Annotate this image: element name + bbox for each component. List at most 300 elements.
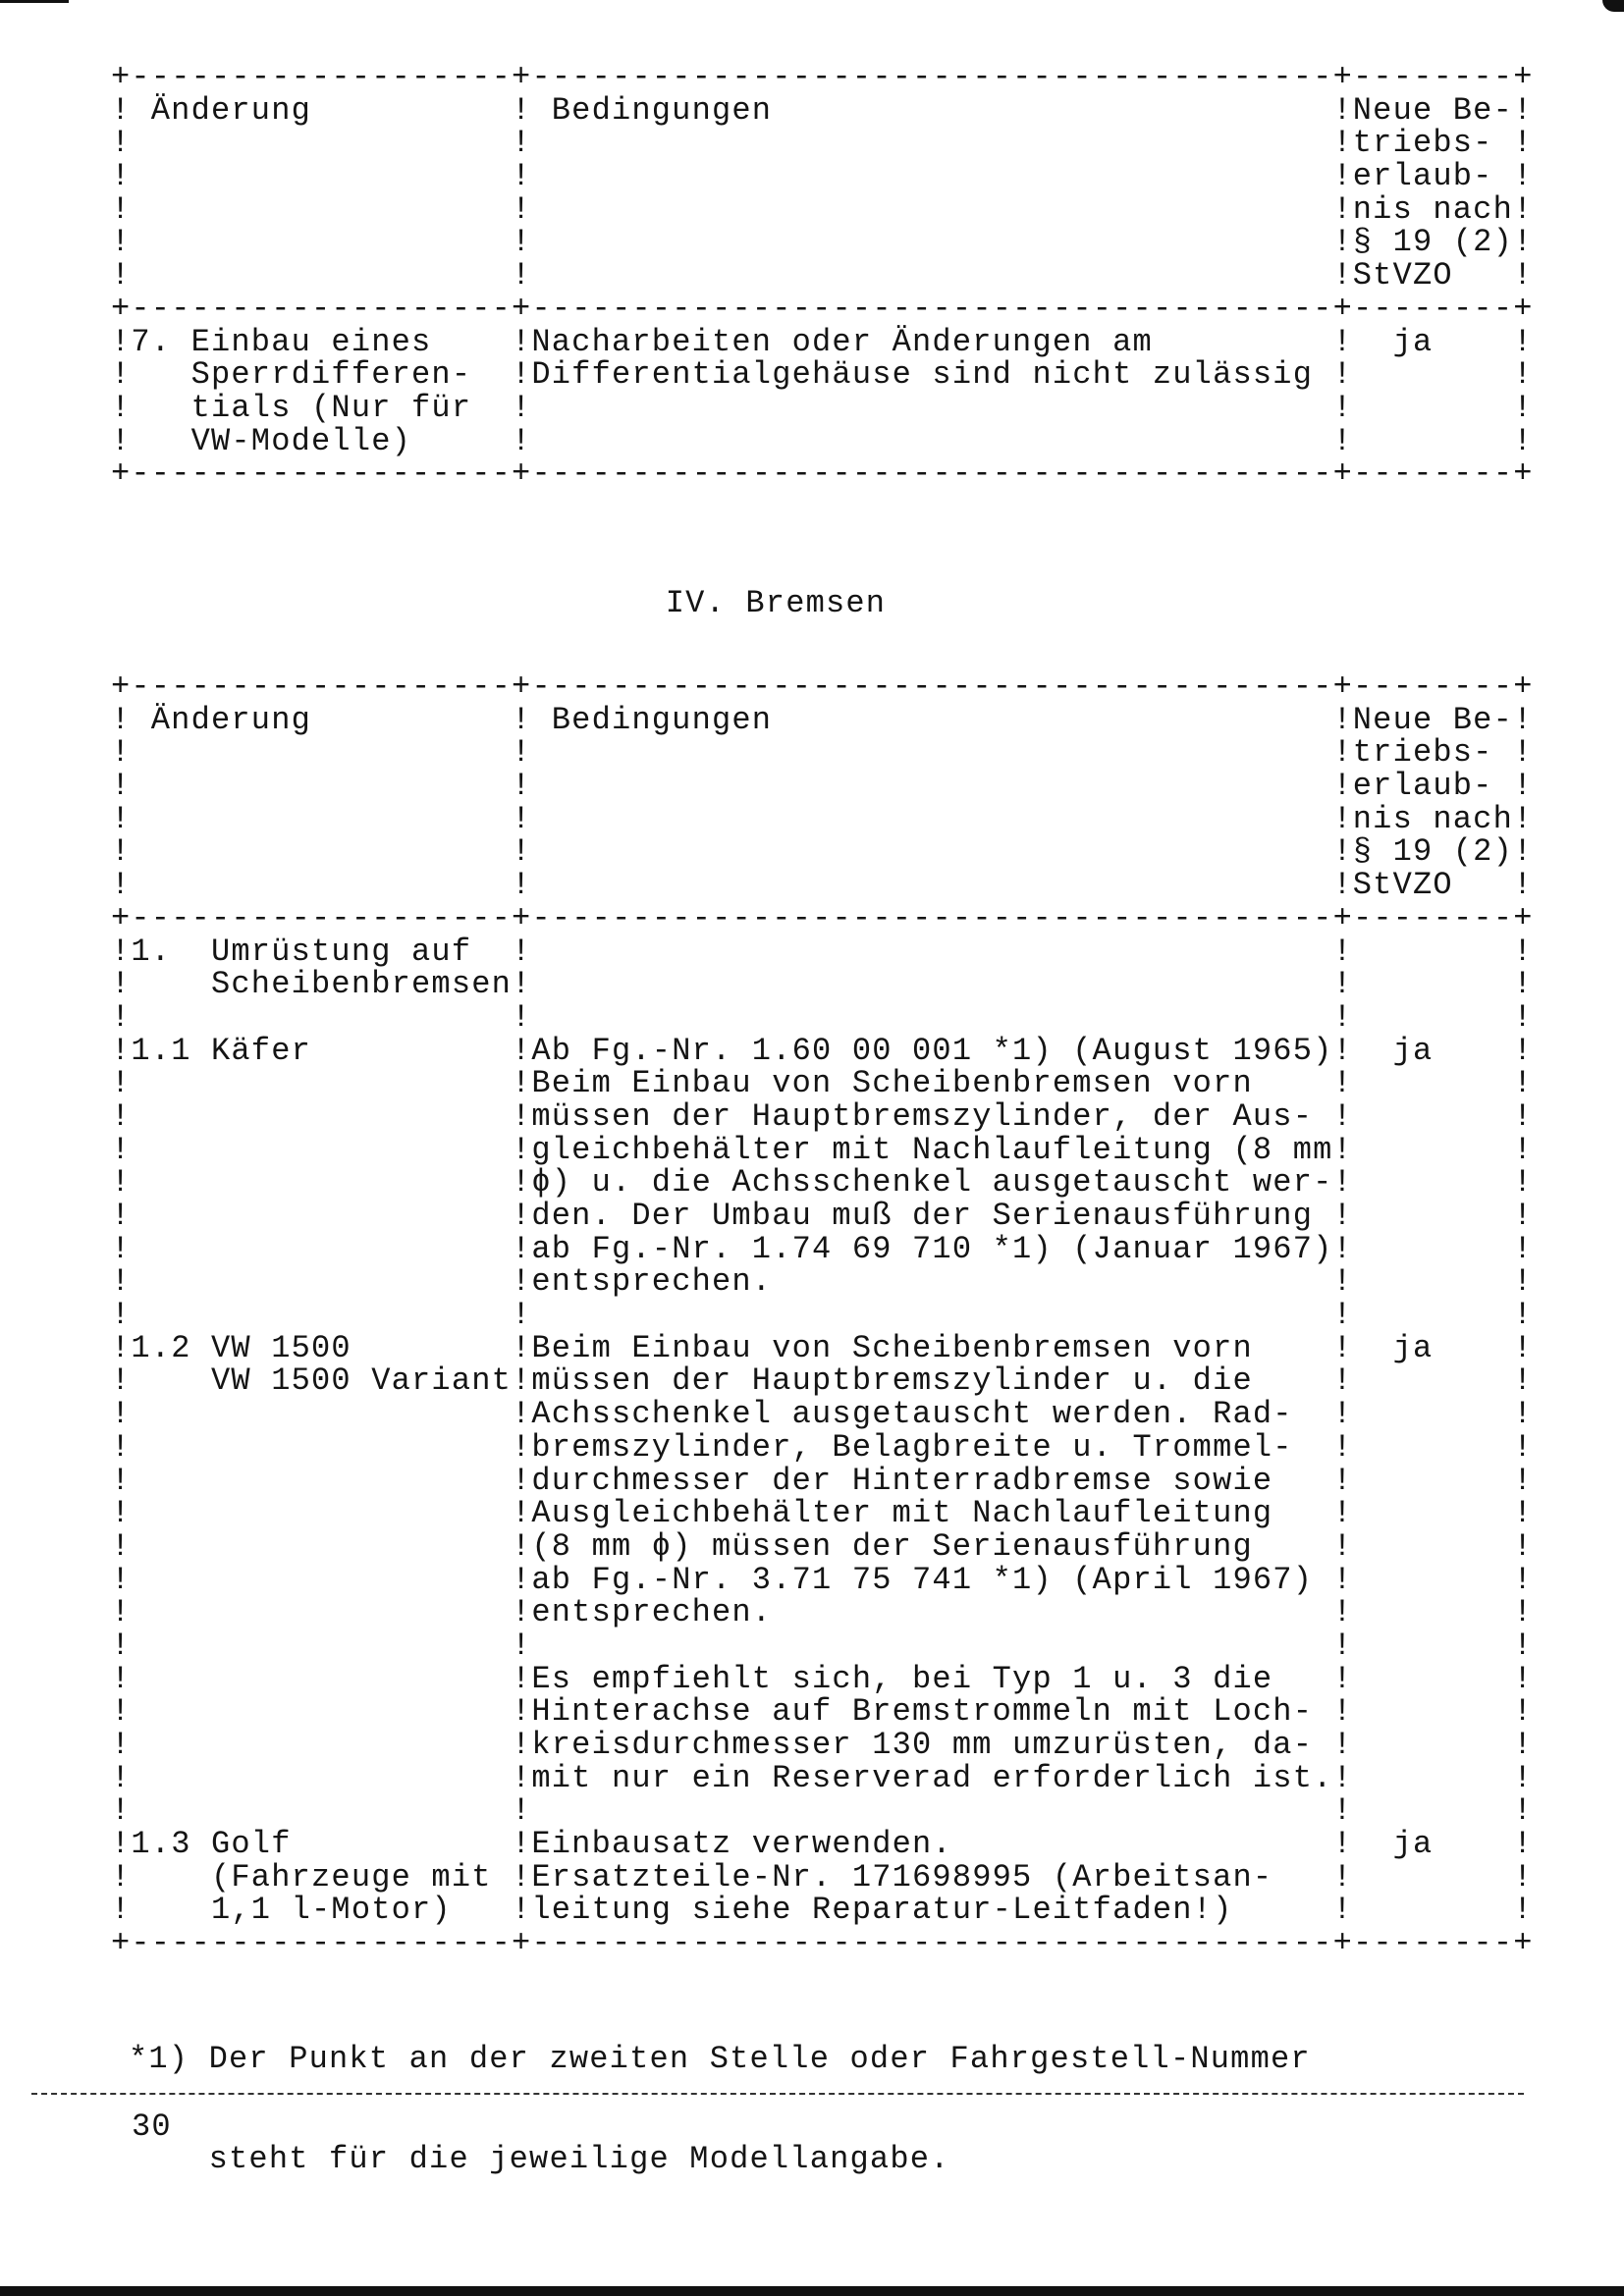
column-separator: !: [1332, 1097, 1353, 1135]
cell-aenderung: 1. Umrüstung auf: [131, 933, 472, 970]
cell-aenderung: [131, 1067, 512, 1100]
cell-aenderung: [131, 1596, 512, 1629]
column-separator: !: [511, 734, 532, 772]
column-separator: !: [511, 998, 532, 1036]
table-row-line: [111, 1695, 1534, 1729]
column-separator: !: [1332, 966, 1353, 1003]
column-separator: !: [1332, 1660, 1353, 1697]
column-separator: !: [511, 1428, 532, 1466]
cell-bedingungen: Nacharbeiten oder Änderungen am: [531, 323, 1153, 360]
cell-aenderung: [131, 1762, 512, 1795]
header-line: [111, 736, 1534, 770]
cell-bedingungen: Bedingungen: [551, 701, 773, 738]
column-separator: !: [1512, 1727, 1534, 1763]
cell-betriebserlaubnis: [1353, 358, 1513, 392]
cell-bedingungen: [531, 392, 1332, 425]
cell-betriebserlaubnis: [1353, 968, 1513, 1001]
column-separator: !: [511, 1329, 532, 1366]
cell-betriebserlaubnis: ja: [1352, 323, 1434, 360]
column-separator: !: [1512, 867, 1534, 904]
cell-aenderung: 1,1 l-Motor): [131, 1892, 452, 1929]
column-separator: !: [1512, 833, 1534, 871]
cell-bedingungen: Ausgleichbehälter mit Nachlaufleitung: [531, 1495, 1273, 1532]
column-separator: !: [511, 1164, 532, 1201]
header-line: [111, 770, 1534, 803]
column-separator: !: [1512, 1892, 1534, 1929]
cell-aenderung: Sperrdifferen-: [131, 356, 472, 394]
column-separator: !: [1332, 1826, 1353, 1863]
cell-betriebserlaubnis: [1353, 1861, 1513, 1895]
column-separator: !: [511, 1792, 532, 1830]
cell-aenderung: (Fahrzeuge mit: [131, 1858, 492, 1896]
column-separator: !: [1332, 389, 1353, 426]
column-separator: !: [1332, 833, 1353, 871]
table-row-line: [111, 422, 1534, 459]
header-line: [111, 701, 1534, 738]
cell-betriebserlaubnis: [1353, 392, 1513, 425]
column-separator: !: [511, 1097, 532, 1135]
cell-aenderung: [131, 160, 512, 193]
column-separator: !: [111, 1297, 132, 1334]
cell-bedingungen: [531, 226, 1332, 259]
cell-bedingungen: leitung siehe Reparatur-Leitfaden!): [531, 1892, 1233, 1929]
cell-aenderung: [131, 835, 512, 869]
column-separator: !: [111, 1826, 132, 1863]
column-separator: !: [1332, 91, 1353, 129]
cell-betriebserlaubnis: [1353, 1695, 1513, 1729]
cell-aenderung: [131, 226, 512, 259]
cell-betriebserlaubnis: [1353, 1398, 1513, 1431]
cell-betriebserlaubnis: [1353, 1729, 1513, 1762]
column-separator: !: [1512, 323, 1534, 360]
cell-betriebserlaubnis: nis nach: [1352, 190, 1513, 228]
cell-bedingungen: Es empfiehlt sich, bei Typ 1 u. 3 die: [531, 1660, 1273, 1697]
column-separator: !: [1332, 1428, 1353, 1466]
cell-bedingungen: [531, 160, 1332, 193]
cell-betriebserlaubnis: ja: [1352, 1329, 1434, 1366]
column-separator: !: [511, 1759, 532, 1796]
cell-betriebserlaubnis: [1353, 1364, 1513, 1398]
column-separator: !: [511, 768, 532, 805]
cell-betriebserlaubnis: [1353, 1596, 1513, 1629]
cell-betriebserlaubnis: [1353, 1166, 1513, 1200]
column-separator: !: [511, 1462, 532, 1499]
table-row-line: [111, 968, 1534, 1001]
column-separator: !: [111, 1792, 132, 1830]
cell-betriebserlaubnis: [1353, 425, 1513, 458]
cell-bedingungen: [531, 259, 1332, 293]
cell-aenderung: [131, 1663, 512, 1696]
cell-bedingungen: entsprechen.: [531, 1263, 773, 1301]
cell-aenderung: [131, 1166, 512, 1200]
column-separator: !: [1332, 1792, 1353, 1830]
cell-betriebserlaubnis: Neue Be-: [1352, 91, 1513, 129]
column-separator: !: [111, 422, 132, 459]
cell-betriebserlaubnis: [1353, 1794, 1513, 1828]
table-changes-brakes: [111, 670, 1534, 1960]
column-separator: !: [111, 1660, 132, 1697]
column-separator: !: [1332, 701, 1353, 738]
column-separator: !: [1512, 800, 1534, 837]
column-separator: !: [511, 1627, 532, 1664]
cell-bedingungen: gleichbehälter mit Nachlaufleitung (8 mm: [531, 1131, 1333, 1168]
table-row-line: [111, 1398, 1534, 1431]
column-separator: !: [1512, 1164, 1534, 1201]
column-separator: !: [511, 257, 532, 294]
cell-bedingungen: müssen der Hauptbremszylinder, der Aus-: [531, 1097, 1314, 1135]
cell-aenderung: [131, 1465, 512, 1498]
cell-betriebserlaubnis: [1353, 1134, 1513, 1167]
cell-aenderung: [131, 127, 512, 160]
page-divider: [31, 2093, 1524, 2095]
column-separator: !: [111, 1362, 132, 1400]
column-separator: !: [1332, 800, 1353, 837]
cell-betriebserlaubnis: § 19 (2): [1352, 833, 1513, 871]
cell-aenderung: [131, 259, 512, 293]
column-separator: !: [111, 1495, 132, 1532]
table-row-line: [111, 1428, 1534, 1466]
column-separator: !: [511, 1527, 532, 1565]
table-row-line: [111, 1364, 1534, 1398]
column-separator: !: [511, 833, 532, 871]
column-separator: !: [1512, 1627, 1534, 1664]
column-separator: !: [1512, 389, 1534, 426]
table-border: +-------------------+----------------------------------------+--------+: [111, 455, 1534, 493]
column-separator: !: [111, 323, 132, 360]
cell-aenderung: 1.2 VW 1500: [131, 1329, 352, 1366]
table-row-line: [111, 1462, 1534, 1499]
column-separator: !: [111, 1727, 132, 1763]
column-separator: !: [1512, 1263, 1534, 1301]
column-separator: !: [1512, 224, 1534, 261]
column-separator: !: [1332, 1032, 1353, 1069]
column-separator: !: [511, 389, 532, 426]
cell-bedingungen: entsprechen.: [531, 1594, 773, 1631]
column-separator: !: [511, 1561, 532, 1598]
table-row-line: [111, 323, 1534, 360]
column-separator: !: [1332, 422, 1353, 459]
cell-bedingungen: kreisdurchmesser 130 mm umzurüsten, da-: [531, 1727, 1314, 1763]
column-separator: !: [1332, 1297, 1353, 1334]
column-separator: !: [1332, 323, 1353, 360]
table-row-line: [111, 1828, 1534, 1861]
column-separator: !: [1332, 158, 1353, 195]
column-separator: !: [1512, 1097, 1534, 1135]
cell-bedingungen: [531, 1299, 1332, 1332]
column-separator: !: [1512, 125, 1534, 162]
cell-aenderung: [131, 1200, 512, 1233]
cell-betriebserlaubnis: [1353, 1200, 1513, 1233]
column-separator: !: [1512, 1428, 1534, 1466]
column-separator: !: [1512, 701, 1534, 738]
column-separator: !: [1332, 1858, 1353, 1896]
column-separator: !: [1512, 1693, 1534, 1731]
cell-bedingungen: (8 mm ϕ) müssen der Serienausführung: [531, 1527, 1253, 1565]
column-separator: !: [1512, 1462, 1534, 1499]
cell-bedingungen: Bedingungen: [551, 91, 773, 129]
column-separator: !: [511, 1693, 532, 1731]
column-separator: !: [1512, 933, 1534, 970]
column-separator: !: [1332, 734, 1353, 772]
cell-betriebserlaubnis: [1353, 1465, 1513, 1498]
cell-bedingungen: Ab Fg.-Nr. 1.60 00 001 *1) (August 1965): [531, 1032, 1333, 1069]
column-separator: !: [111, 800, 132, 837]
table-row-line: [111, 358, 1534, 392]
cell-aenderung: Änderung: [150, 701, 312, 738]
cell-betriebserlaubnis: erlaub-: [1352, 158, 1493, 195]
column-separator: !: [1332, 190, 1353, 228]
column-separator: !: [1512, 1065, 1534, 1102]
header-line: [111, 190, 1534, 228]
header-line: [111, 800, 1534, 837]
cell-aenderung: [131, 770, 512, 803]
column-separator: !: [111, 356, 132, 394]
column-separator: !: [1332, 1495, 1353, 1532]
column-separator: !: [511, 125, 532, 162]
cell-betriebserlaubnis: [1353, 1564, 1513, 1597]
column-separator: !: [1512, 1759, 1534, 1796]
table-row-line: [111, 1858, 1534, 1896]
cell-aenderung: [131, 193, 512, 227]
header-line: [111, 835, 1534, 869]
column-separator: !: [111, 1131, 132, 1168]
column-separator: !: [1512, 734, 1534, 772]
table-row-line: [111, 389, 1534, 426]
table-border: +-------------------+----------------------------------------+--------+: [111, 59, 1534, 95]
column-separator: !: [111, 125, 132, 162]
cell-bedingungen: Achsschenkel ausgetauscht werden. Rad-: [531, 1396, 1293, 1433]
column-separator: !: [1512, 1594, 1534, 1631]
header-line: [111, 259, 1534, 293]
column-separator: !: [511, 224, 532, 261]
cell-bedingungen: [531, 193, 1332, 227]
column-separator: !: [1332, 1627, 1353, 1664]
page-number: 30: [132, 2109, 172, 2145]
table-row-line: [111, 1329, 1534, 1366]
cell-betriebserlaubnis: [1353, 1530, 1513, 1564]
column-separator: !: [1512, 257, 1534, 294]
column-separator: !: [1332, 257, 1353, 294]
column-separator: !: [111, 1462, 132, 1499]
column-separator: !: [111, 1892, 132, 1929]
table-changes-differential: [111, 61, 1534, 491]
table-row-line: [111, 1561, 1534, 1598]
table-row-line: [111, 998, 1534, 1036]
cell-aenderung: Änderung: [150, 91, 312, 129]
column-separator: !: [111, 701, 132, 738]
cell-betriebserlaubnis: triebs-: [1352, 734, 1493, 772]
column-separator: !: [1332, 1462, 1353, 1499]
table-row-line: [111, 1729, 1534, 1762]
column-separator: !: [1512, 1660, 1534, 1697]
column-separator: !: [1332, 1396, 1353, 1433]
cell-aenderung: [131, 1729, 512, 1762]
cell-betriebserlaubnis: [1353, 1497, 1513, 1530]
column-separator: !: [111, 1428, 132, 1466]
column-separator: !: [111, 1198, 132, 1234]
cell-aenderung: [131, 869, 512, 902]
cell-betriebserlaubnis: Neue Be-: [1352, 701, 1513, 738]
cell-aenderung: 1.3 Golf: [131, 1826, 292, 1863]
cell-bedingungen: [531, 803, 1332, 836]
column-separator: !: [1512, 190, 1534, 228]
cell-aenderung: [131, 1794, 512, 1828]
cell-aenderung: [131, 1530, 512, 1564]
column-separator: !: [511, 1131, 532, 1168]
cell-bedingungen: Beim Einbau von Scheibenbremsen vorn: [531, 1329, 1253, 1366]
cell-betriebserlaubnis: [1353, 1265, 1513, 1299]
column-separator: !: [1512, 1131, 1534, 1168]
column-separator: !: [111, 1627, 132, 1664]
cell-bedingungen: ab Fg.-Nr. 3.71 75 741 *1) (April 1967): [531, 1561, 1314, 1598]
cell-aenderung: 7. Einbau eines: [131, 323, 432, 360]
cell-aenderung: [131, 1100, 512, 1134]
header-line: [111, 226, 1534, 259]
column-separator: !: [1512, 1561, 1534, 1598]
column-separator: !: [111, 91, 132, 129]
cell-aenderung: Scheibenbremsen: [131, 966, 513, 1003]
column-separator: !: [511, 1230, 532, 1267]
column-separator: !: [511, 323, 532, 360]
cell-betriebserlaubnis: [1353, 1001, 1513, 1035]
cell-aenderung: [131, 1233, 512, 1266]
column-separator: !: [1512, 91, 1534, 129]
cell-bedingungen: [531, 1001, 1332, 1035]
column-separator: !: [511, 1495, 532, 1532]
column-separator: !: [511, 1297, 532, 1334]
table-row-line: [111, 1032, 1534, 1069]
cell-bedingungen: [531, 736, 1332, 770]
column-separator: !: [1332, 1065, 1353, 1102]
cell-bedingungen: Einbausatz verwenden.: [531, 1826, 952, 1863]
column-separator: !: [511, 190, 532, 228]
table-row-line: [111, 1131, 1534, 1168]
cell-bedingungen: [531, 968, 1332, 1001]
cell-betriebserlaubnis: nis nach: [1352, 800, 1513, 837]
column-separator: !: [1512, 1329, 1534, 1366]
table-border: +-------------------+----------------------------------------+--------+: [111, 899, 1534, 936]
column-separator: !: [1332, 1164, 1353, 1201]
cell-betriebserlaubnis: [1353, 1762, 1513, 1795]
column-separator: !: [111, 1032, 132, 1069]
cell-betriebserlaubnis: [1353, 1431, 1513, 1465]
cell-aenderung: tials (Nur für: [131, 389, 472, 426]
column-separator: !: [511, 1198, 532, 1234]
column-separator: !: [1512, 1495, 1534, 1532]
cell-betriebserlaubnis: ja: [1352, 1826, 1434, 1863]
cell-bedingungen: [531, 1629, 1332, 1663]
column-separator: !: [111, 768, 132, 805]
table-row-line: [111, 1166, 1534, 1200]
table-border: +-------------------+----------------------------------------+--------+: [111, 290, 1534, 327]
table-row-line: [111, 1759, 1534, 1796]
column-separator: !: [111, 833, 132, 871]
table-row-line: [111, 1067, 1534, 1100]
column-separator: !: [511, 933, 532, 970]
cell-betriebserlaubnis: [1353, 1100, 1513, 1134]
table-row-line: [111, 1894, 1534, 1927]
column-separator: !: [1332, 1263, 1353, 1301]
column-separator: !: [511, 1727, 532, 1763]
column-separator: !: [111, 1759, 132, 1796]
column-separator: !: [511, 1362, 532, 1400]
table-row-line: [111, 1265, 1534, 1299]
column-separator: !: [511, 1660, 532, 1697]
cell-aenderung: [131, 1001, 512, 1035]
column-separator: !: [511, 1594, 532, 1631]
cell-aenderung: VW-Modelle): [131, 422, 412, 459]
column-separator: !: [511, 1858, 532, 1896]
cell-betriebserlaubnis: § 19 (2): [1352, 224, 1513, 261]
footnote-line: *1) Der Punkt an der zweiten Stelle oder Fahrgestell-Nummer: [129, 2041, 1311, 2078]
column-separator: !: [1512, 1527, 1534, 1565]
scan-edge-mark: [0, 0, 69, 3]
column-separator: !: [511, 1826, 532, 1863]
column-separator: !: [111, 1329, 132, 1366]
cell-bedingungen: Beim Einbau von Scheibenbremsen vorn: [531, 1065, 1253, 1102]
column-separator: !: [1332, 1329, 1353, 1366]
scan-bottom-edge: [0, 2286, 1624, 2296]
column-separator: !: [1512, 1362, 1534, 1400]
column-separator: !: [1512, 1792, 1534, 1830]
footnote-line: steht für die jeweilige Modellangabe.: [129, 2140, 950, 2177]
column-separator: !: [511, 1263, 532, 1301]
cell-aenderung: [131, 1695, 512, 1729]
column-separator: !: [111, 998, 132, 1036]
cell-bedingungen: den. Der Umbau muß der Serienausführung: [531, 1198, 1314, 1234]
column-separator: !: [1332, 1131, 1353, 1168]
cell-aenderung: [131, 1134, 512, 1167]
table-row-line: [111, 1200, 1534, 1233]
cell-betriebserlaubnis: [1353, 1629, 1513, 1663]
cell-betriebserlaubnis: [1353, 1299, 1513, 1332]
column-separator: !: [1512, 1198, 1534, 1234]
column-separator: !: [111, 933, 132, 970]
header-line: [111, 91, 1534, 129]
table-row-line: [111, 1596, 1534, 1629]
column-separator: !: [1332, 1230, 1353, 1267]
cell-aenderung: [131, 1431, 512, 1465]
cell-aenderung: [131, 1629, 512, 1663]
table-row-line: [111, 1299, 1534, 1332]
cell-bedingungen: ab Fg.-Nr. 1.74 69 710 *1) (Januar 1967): [531, 1230, 1333, 1267]
cell-bedingungen: [531, 1794, 1332, 1828]
cell-betriebserlaubnis: [1353, 935, 1513, 969]
column-separator: !: [1332, 1693, 1353, 1731]
column-separator: !: [111, 1164, 132, 1201]
column-separator: !: [111, 734, 132, 772]
cell-bedingungen: [531, 425, 1332, 458]
cell-bedingungen: müssen der Hauptbremszylinder u. die: [531, 1362, 1253, 1400]
column-separator: !: [1332, 1892, 1353, 1929]
cell-aenderung: [131, 1265, 512, 1299]
cell-betriebserlaubnis: erlaub-: [1352, 768, 1493, 805]
column-separator: !: [1512, 768, 1534, 805]
cell-aenderung: [131, 1564, 512, 1597]
table-border: +-------------------+----------------------------------------+--------+: [111, 668, 1534, 705]
table-row-line: [111, 1660, 1534, 1697]
cell-bedingungen: [531, 835, 1332, 869]
column-separator: !: [1512, 1826, 1534, 1863]
cell-betriebserlaubnis: ja: [1352, 1032, 1434, 1069]
cell-bedingungen: Ersatzteile-Nr. 171698995 (Arbeitsan-: [531, 1858, 1273, 1896]
cell-bedingungen: bremszylinder, Belagbreite u. Trommel-: [531, 1428, 1293, 1466]
column-separator: !: [111, 1594, 132, 1631]
cell-bedingungen: Hinterachse auf Bremstrommeln mit Loch-: [531, 1693, 1314, 1731]
cell-betriebserlaubnis: [1353, 1233, 1513, 1266]
column-separator: !: [511, 800, 532, 837]
cell-aenderung: 1.1 Käfer: [131, 1032, 312, 1069]
